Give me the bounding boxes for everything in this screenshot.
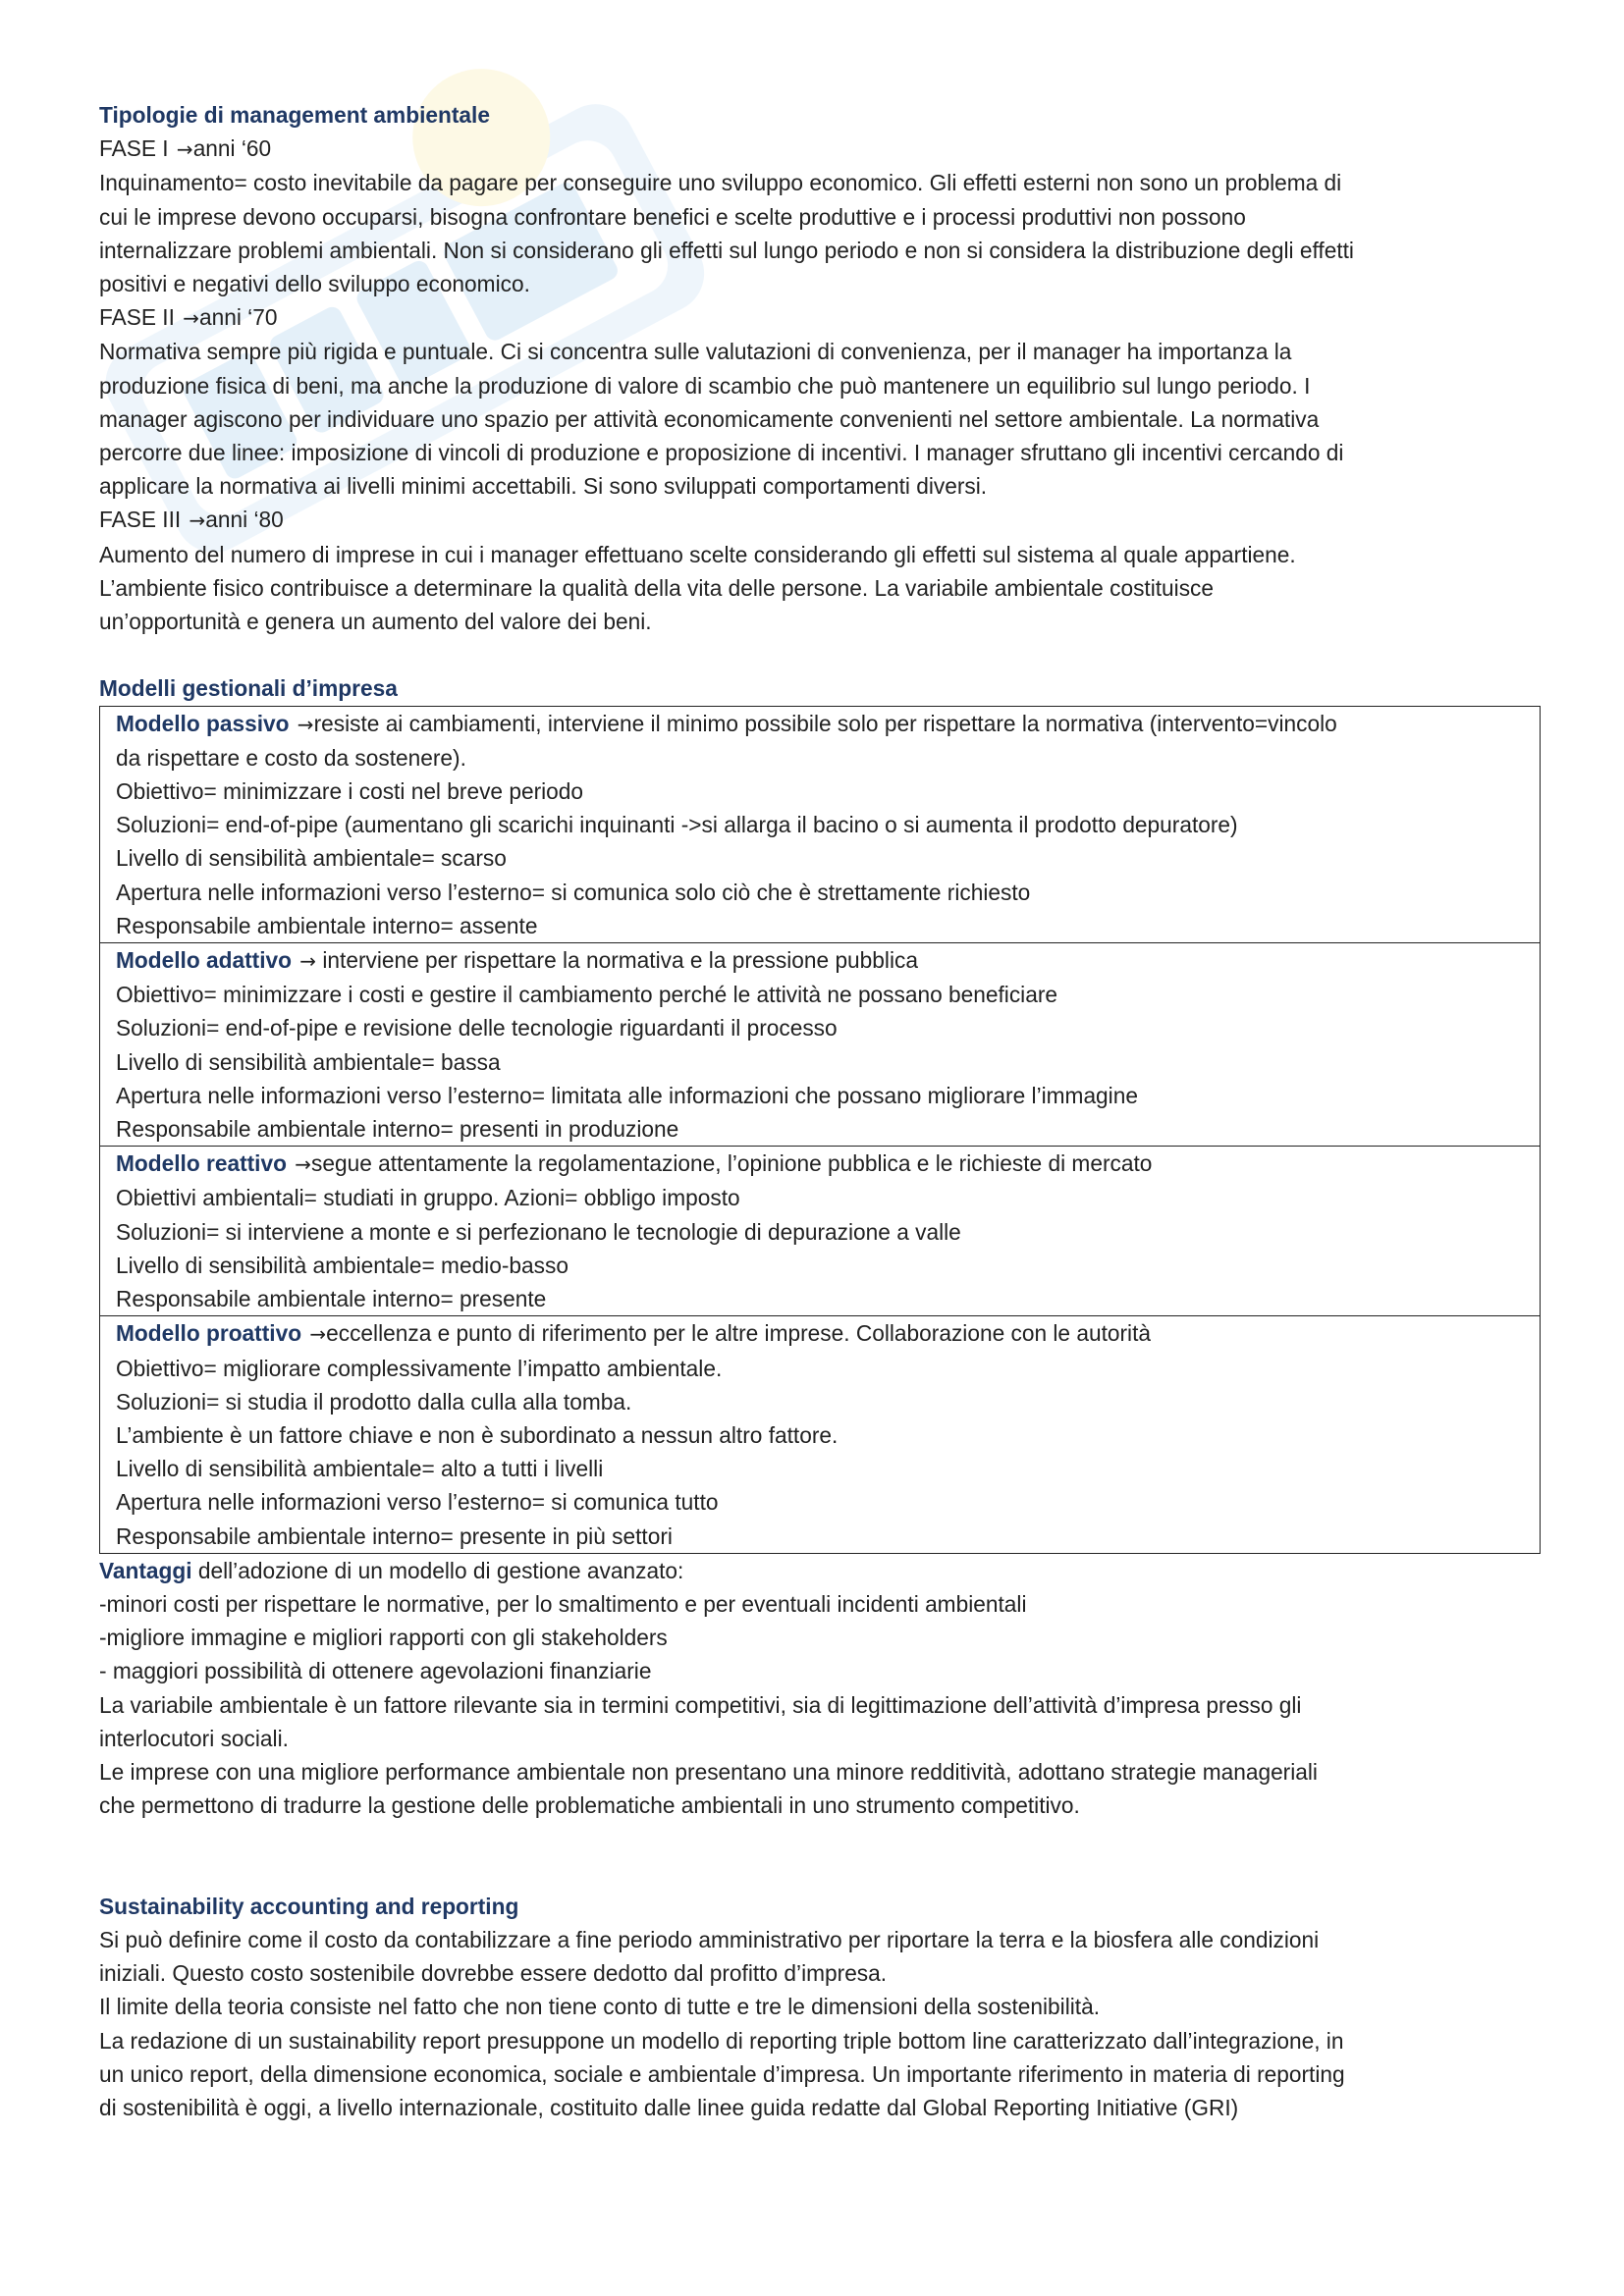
- model-description: eccellenza e punto di riferimento per le altre imprese. Collaborazione con le autorità: [326, 1320, 1152, 1347]
- paragraph-line: internalizzare problemi ambientali. Non si considerano gli effetti sul lungo periodo e non si considera la distribuzione degli effetti: [99, 237, 1354, 263]
- phase-period: anni ‘60: [192, 135, 272, 162]
- model-title-line: [116, 1147, 1540, 1181]
- model-title: Modello passivo: [116, 710, 296, 736]
- model-title: Modello reattivo: [116, 1150, 294, 1177]
- paragraph-line: iniziali. Questo costo sostenibile dovrebbe essere dedotto dal profitto d’impresa.: [99, 1960, 888, 1987]
- model-passive: [100, 707, 1540, 942]
- model-line: Responsabile ambientale interno= assente: [116, 912, 538, 938]
- advantages-title: [99, 1554, 1543, 1587]
- model-line: Apertura nelle informazioni verso l’esterno= limitata alle informazioni che possano migliorare l’immagine: [116, 1082, 1138, 1108]
- paragraph-line: un’opportunità e genera un aumento del valore dei beni.: [99, 609, 652, 635]
- paragraph-line: cui le imprese devono occuparsi, bisogna confrontare benefici e scelte produttive e i processi produttivi non possono: [99, 203, 1246, 230]
- advantages-rest: dell’adozione di un modello di gestione avanzato:: [191, 1557, 684, 1583]
- model-title: Modello proattivo: [116, 1320, 308, 1347]
- paragraph-line: Si può definire come il costo da contabilizzare a fine periodo amministrativo per riportare la terra e la biosfera alle condizioni: [99, 1926, 1320, 1952]
- phase-2-title: [99, 300, 1543, 335]
- paragraph-line: di sostenibilità è oggi, a livello internazionale, costituito dalle linee guida redatte dal Global Reporting Initiative (GRI): [99, 2094, 1239, 2120]
- model-line: L’ambiente è un fattore chiave e non è subordinato a nessun altro fattore.: [116, 1421, 839, 1448]
- paragraph-line: interlocutori sociali.: [99, 1725, 289, 1751]
- phase-label: FASE II: [99, 304, 182, 331]
- paragraph-line: Normativa sempre più rigida e puntuale. Ci si concentra sulle valutazioni di convenienza, per il manager ha importanza la: [99, 339, 1292, 365]
- model-line: Livello di sensibilità ambientale= scarso: [116, 845, 507, 872]
- paragraph-line: -migliore immagine e migliori rapporti con gli stakeholders: [99, 1625, 668, 1651]
- phase-1-title: [99, 132, 1543, 166]
- model-adaptive: [100, 942, 1540, 1146]
- model-title-line: [116, 1316, 1540, 1351]
- phase-label: FASE III: [99, 507, 188, 533]
- paragraph-line: Il limite della teoria consiste nel fatto che non tiene conto di tutte e tre le dimensioni della sostenibilità.: [99, 1994, 1100, 2020]
- spacer: [99, 1822, 1543, 1889]
- paragraph-line: La variabile ambientale è un fattore rilevante sia in termini competitivi, sia di legittimazione dell’attività d’impresa presso gli: [99, 1691, 1302, 1718]
- paragraph-line: Aumento del numero di imprese in cui i manager effettuano scelte considerando gli effetti sul sistema al quale appartiene.: [99, 541, 1296, 567]
- paragraph-line: -minori costi per rispettare le normative, per lo smaltimento e per eventuali incidenti ambientali: [99, 1590, 1027, 1617]
- model-line: Livello di sensibilità ambientale= medio-basso: [116, 1252, 568, 1278]
- model-line: Soluzioni= si studia il prodotto dalla culla alla tomba.: [116, 1388, 632, 1415]
- arrow-right-icon: →: [183, 306, 199, 331]
- arrow-right-icon: →: [297, 712, 314, 736]
- model-line: Responsabile ambientale interno= presente in più settori: [116, 1522, 673, 1549]
- section-heading-models: Modelli gestionali d’impresa: [99, 675, 398, 702]
- model-line: Responsabile ambientale interno= presenti in produzione: [116, 1116, 679, 1143]
- models-table: [99, 706, 1541, 1554]
- paragraph-line: positivi e negativi dello sviluppo economico.: [99, 271, 530, 297]
- paragraph-line: applicare la normativa ai livelli minimi accettabili. Si sono sviluppati comportamenti diversi.: [99, 473, 988, 500]
- model-title-line: [116, 707, 1540, 741]
- arrow-right-icon: →: [295, 1152, 312, 1177]
- model-line: Livello di sensibilità ambientale= alto a tutti i livelli: [116, 1456, 604, 1482]
- paragraph-line: un unico report, della dimensione economica, sociale e ambientale d’impresa. Un importante riferimento in materia di reporting: [99, 2060, 1345, 2087]
- model-proactive: [100, 1315, 1540, 1552]
- model-line: da rispettare e costo da sostenere).: [116, 744, 466, 771]
- model-description: interviene per rispettare la normativa e la pressione pubblica: [316, 947, 918, 974]
- arrow-right-icon: →: [176, 137, 193, 162]
- model-line: Apertura nelle informazioni verso l’esterno= si comunica solo ciò che è strettamente richiesto: [116, 879, 1031, 905]
- document-content: [99, 98, 1543, 2124]
- model-line: Soluzioni= end-of-pipe e revisione delle tecnologie riguardanti il processo: [116, 1015, 838, 1041]
- phase-3-title: [99, 503, 1543, 537]
- paragraph-line: manager agiscono per individuare uno spazio per attività economicamente convenienti nel settore ambientale. La normativa: [99, 405, 1320, 432]
- model-description: resiste ai cambiamenti, interviene il minimo possibile solo per rispettare la normativa (intervento=vincolo: [313, 710, 1337, 736]
- arrow-right-icon: →: [299, 949, 317, 974]
- model-title-line: [116, 943, 1540, 978]
- section-heading-management: Tipologie di management ambientale: [99, 102, 490, 128]
- section-heading-sustainability: Sustainability accounting and reporting: [99, 1893, 519, 1919]
- model-line: Obiettivo= minimizzare i costi e gestire il cambiamento perché le attività ne possano beneficiare: [116, 982, 1058, 1008]
- paragraph-line: L’ambiente fisico contribuisce a determinare la qualità della vita delle persone. La variabile ambientale costituisce: [99, 574, 1215, 601]
- paragraph-line: La redazione di un sustainability report presuppone un modello di reporting triple bottom line caratterizzato dall’integrazione, in: [99, 2027, 1344, 2054]
- model-reactive: [100, 1146, 1540, 1315]
- model-line: Obiettivi ambientali= studiati in gruppo. Azioni= obbligo imposto: [116, 1185, 740, 1211]
- arrow-right-icon: →: [309, 1322, 327, 1347]
- model-line: Soluzioni= end-of-pipe (aumentano gli scarichi inquinanti ->si allarga il bacino o si aumenta il prodotto depuratore): [116, 812, 1238, 838]
- phase-label: FASE I: [99, 135, 175, 162]
- model-line: Responsabile ambientale interno= presente: [116, 1286, 547, 1312]
- model-title: Modello adattivo: [116, 947, 298, 974]
- model-line: Obiettivo= minimizzare i costi nel breve periodo: [116, 778, 584, 805]
- paragraph-line: - maggiori possibilità di ottenere agevolazioni finanziarie: [99, 1658, 652, 1684]
- spacer: [99, 638, 1543, 671]
- model-line: Livello di sensibilità ambientale= bassa: [116, 1048, 501, 1075]
- paragraph-line: percorre due linee: imposizione di vincoli di produzione e proposizione di incentivi. I manager sfruttano gli incentivi cercando di: [99, 440, 1344, 466]
- model-line: Obiettivo= migliorare complessivamente l’impatto ambientale.: [116, 1355, 723, 1381]
- paragraph-line: produzione fisica di beni, ma anche la produzione di valore di scambio che può mantenere un equilibrio sul lungo periodo. I: [99, 372, 1311, 399]
- arrow-right-icon: →: [189, 508, 206, 533]
- model-line: Apertura nelle informazioni verso l’esterno= si comunica tutto: [116, 1489, 719, 1516]
- paragraph-line: Le imprese con una migliore performance ambientale non presentano una minore redditività, adottano strategie manageriali: [99, 1758, 1318, 1785]
- phase-period: anni ‘80: [205, 507, 284, 533]
- paragraph-line: che permettono di tradurre la gestione delle problematiche ambientali in uno strumento competitivo.: [99, 1792, 1080, 1819]
- model-description: segue attentamente la regolamentazione, l’opinione pubblica e le richieste di mercato: [311, 1150, 1153, 1177]
- model-line: Soluzioni= si interviene a monte e si perfezionano le tecnologie di depurazione a valle: [116, 1218, 961, 1245]
- paragraph-line: Inquinamento= costo inevitabile da pagare per conseguire uno sviluppo economico. Gli effetti esterni non sono un problema di: [99, 170, 1342, 196]
- phase-period: anni ‘70: [198, 304, 278, 331]
- advantages-bold: Vantaggi: [99, 1557, 192, 1583]
